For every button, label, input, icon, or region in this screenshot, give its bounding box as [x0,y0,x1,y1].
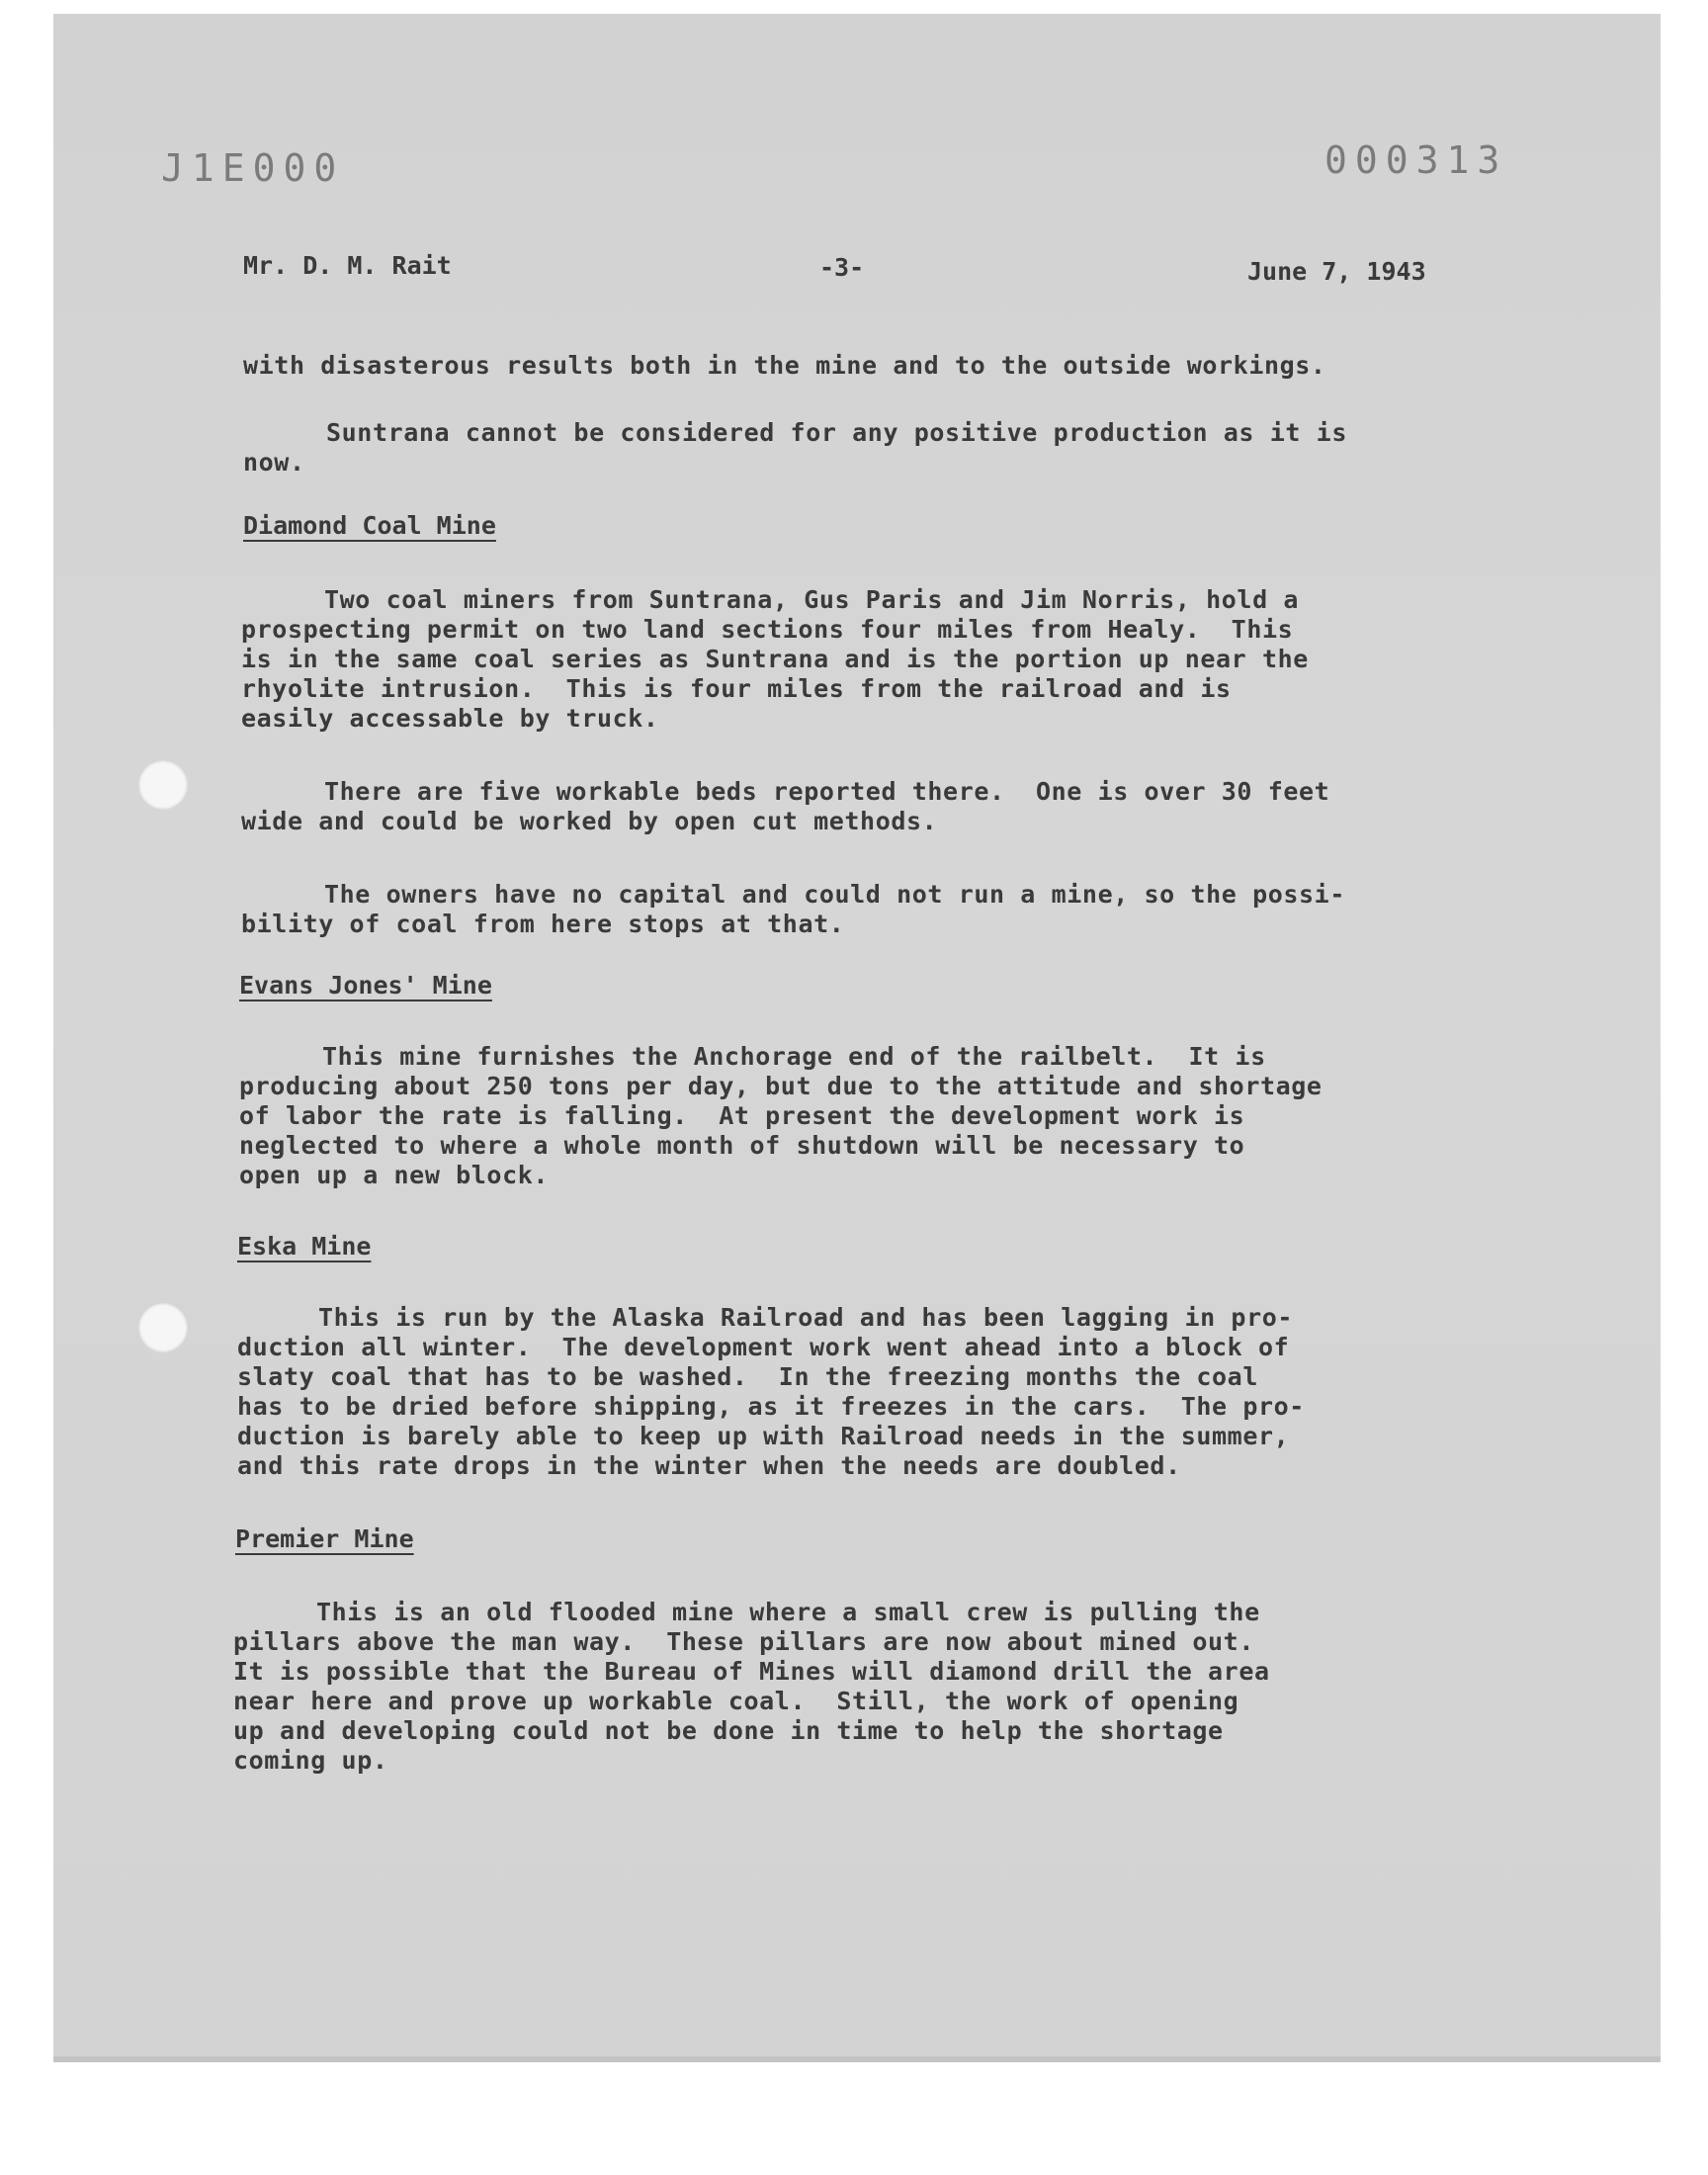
paragraph-line: pillars above the man way. These pillars are now about mined out. [233,1627,1254,1656]
paragraph-line: has to be dried before shipping, as it freezes in the cars. The pro- [237,1392,1305,1421]
paragraph-line: There are five workable beds reported there. One is over 30 feet [324,777,1330,806]
section-heading-evans-jones-mine: Evans Jones' Mine [239,971,492,1000]
letter-date: June 7, 1943 [1247,257,1426,286]
paragraph-line: This is run by the Alaska Railroad and has been lagging in pro- [318,1303,1294,1332]
paragraph-line: The owners have no capital and could not run a mine, so the possi- [324,880,1345,909]
stamp-number-right: 000313 [1324,138,1508,182]
section-heading-premier-mine: Premier Mine [235,1524,414,1553]
paragraph-line: open up a new block. [239,1161,550,1189]
paragraph-line: wide and could be worked by open cut methods. [241,807,938,835]
paragraph-line: near here and prove up workable coal. Still, the work of opening [233,1687,1239,1715]
paragraph-line: easily accessable by truck. [241,704,659,733]
page-number: -3- [819,253,865,282]
paragraph-line: This is an old flooded mine where a small crew is pulling the [316,1598,1260,1626]
paragraph-line: neglected to where a whole month of shutdown will be necessary to [239,1131,1245,1160]
paragraph-line: Two coal miners from Suntrana, Gus Paris and Jim Norris, hold a [324,585,1300,614]
paragraph-line: is in the same coal series as Suntrana and is the portion up near the [241,645,1309,673]
page-bottom-edge [53,2056,1661,2062]
paragraph-line: slaty coal that has to be washed. In the freezing months the coal [237,1362,1258,1391]
stamp-number-left: J1E000 [161,146,345,190]
punch-hole-lower [138,1303,188,1352]
paragraph-line: up and developing could not be done in time to help the shortage [233,1716,1224,1745]
paragraph-line: duction is barely able to keep up with Railroad needs in the summer, [237,1422,1290,1450]
paragraph-line: duction all winter. The development work went ahead into a block of [237,1333,1290,1361]
paragraph-line: This mine furnishes the Anchorage end of the railbelt. It is [322,1042,1266,1071]
paragraph-line: producing about 250 tons per day, but due to the attitude and shortage [239,1072,1323,1100]
suntrana-line: Suntrana cannot be considered for any positive production as it is [326,418,1347,447]
section-heading-diamond-coal-mine: Diamond Coal Mine [243,511,496,540]
paragraph-line: rhyolite intrusion. This is four miles from the railroad and is [241,674,1232,703]
paragraph-line: of labor the rate is falling. At present the development work is [239,1101,1245,1130]
continuation-line: with disasterous results both in the mine and to the outside workings. [243,351,1326,380]
addressee: Mr. D. M. Rait [243,251,452,280]
paragraph-line: bility of coal from here stops at that. [241,910,845,938]
section-heading-eska-mine: Eska Mine [237,1232,372,1261]
paragraph-line: coming up. [233,1746,388,1775]
paragraph-line: It is possible that the Bureau of Mines will diamond drill the area [233,1657,1270,1686]
punch-hole-upper [138,760,188,810]
paragraph-line: prospecting permit on two land sections four miles from Healy. This [241,615,1294,644]
paragraph-line: and this rate drops in the winter when the needs are doubled. [237,1451,1181,1480]
suntrana-line: now. [243,448,305,477]
